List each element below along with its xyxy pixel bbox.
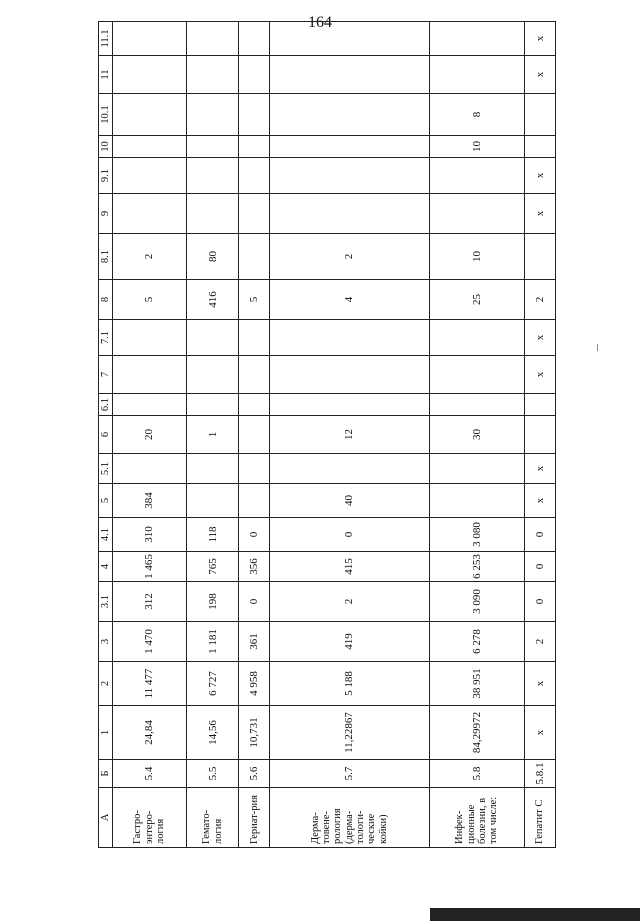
table-cell: 11 477: [113, 662, 187, 706]
column-header: 5: [99, 484, 113, 518]
table-cell: [525, 94, 556, 136]
table-cell: 5: [239, 280, 270, 320]
table-cell: [429, 320, 524, 356]
table-cell: 4: [270, 280, 430, 320]
table-cell: 2: [270, 234, 430, 280]
table-row: [270, 22, 430, 848]
table-cell: [239, 320, 270, 356]
rotated-table-area: [98, 29, 556, 848]
table-cell: [239, 194, 270, 234]
scan-edge-mark: [430, 908, 640, 921]
table-cell: 384: [113, 484, 187, 518]
table-cell: [186, 394, 238, 416]
table-cell: [239, 356, 270, 394]
table-cell: [270, 136, 430, 158]
table-cell: [525, 234, 556, 280]
table-cell: 0: [525, 582, 556, 622]
table-cell: 5.8: [429, 760, 524, 788]
table-cell: [186, 484, 238, 518]
table-cell: 1 465: [113, 552, 187, 582]
table-cell: 416: [186, 280, 238, 320]
column-header: Б: [99, 760, 113, 788]
column-header: 10: [99, 136, 113, 158]
column-header: 7.1: [99, 320, 113, 356]
column-header: 10.1: [99, 94, 113, 136]
table-cell: 5: [113, 280, 187, 320]
table-cell: [239, 454, 270, 484]
table-cell: 1 181: [186, 622, 238, 662]
column-header: 2: [99, 662, 113, 706]
table-cell: 0: [239, 518, 270, 552]
table-cell: 5.4: [113, 760, 187, 788]
column-header: 6: [99, 416, 113, 454]
table-cell: x: [525, 484, 556, 518]
table-cell: [239, 94, 270, 136]
table-cell: 0: [239, 582, 270, 622]
table-cell: 2: [525, 622, 556, 662]
table-cell: [113, 56, 187, 94]
table-cell: [270, 394, 430, 416]
table-cell: 20: [113, 416, 187, 454]
table-cell: [270, 356, 430, 394]
table-cell: 2: [270, 582, 430, 622]
column-header: A: [99, 788, 113, 848]
row-label: Гастро-энтеро-логия: [113, 788, 187, 848]
table-cell: 84,29972: [429, 706, 524, 760]
table-cell: 3 080: [429, 518, 524, 552]
table-cell: 3 090: [429, 582, 524, 622]
column-header: 8.1: [99, 234, 113, 280]
table-cell: 11,22867: [270, 706, 430, 760]
table-cell: 0: [525, 552, 556, 582]
table-cell: [113, 454, 187, 484]
column-header: 6.1: [99, 394, 113, 416]
page-number: 164: [308, 14, 332, 31]
table-cell: [239, 394, 270, 416]
table-cell: 765: [186, 552, 238, 582]
table-cell: 415: [270, 552, 430, 582]
table-cell: [270, 158, 430, 194]
table-cell: [113, 22, 187, 56]
table-cell: [525, 394, 556, 416]
table-cell: [429, 484, 524, 518]
table-cell: x: [525, 356, 556, 394]
table-cell: 0: [270, 518, 430, 552]
table-cell: [270, 56, 430, 94]
table-cell: 310: [113, 518, 187, 552]
table-row: [113, 22, 187, 848]
table-cell: [113, 394, 187, 416]
table-cell: 5.7: [270, 760, 430, 788]
column-header: 3.1: [99, 582, 113, 622]
row-label: Дерма-товене-рология (дерма-тологи-ческие койки): [270, 788, 430, 848]
table-cell: [113, 158, 187, 194]
row-label: Инфек-ционные болезни, в том числе:: [429, 788, 524, 848]
row-label: Гепатит С: [525, 788, 556, 848]
table-cell: 361: [239, 622, 270, 662]
table-cell: 14,56: [186, 706, 238, 760]
table-cell: [186, 56, 238, 94]
table-cell: [239, 136, 270, 158]
table-cell: 30: [429, 416, 524, 454]
table-cell: 2: [113, 234, 187, 280]
table-cell: 312: [113, 582, 187, 622]
table-cell: x: [525, 662, 556, 706]
table-cell: [525, 416, 556, 454]
column-header: 11.1: [99, 22, 113, 56]
table-cell: 5.6: [239, 760, 270, 788]
table-cell: [239, 158, 270, 194]
table-cell: 12: [270, 416, 430, 454]
table-cell: [270, 454, 430, 484]
table-cell: [113, 320, 187, 356]
table-cell: [113, 194, 187, 234]
table-cell: [113, 94, 187, 136]
table-cell: 6 727: [186, 662, 238, 706]
column-header: 5.1: [99, 454, 113, 484]
table-cell: x: [525, 706, 556, 760]
table-cell: x: [525, 22, 556, 56]
table-cell: [186, 158, 238, 194]
table-cell: 24,84: [113, 706, 187, 760]
table-cell: [186, 454, 238, 484]
table-cell: x: [525, 194, 556, 234]
table-cell: [239, 56, 270, 94]
table-cell: [239, 234, 270, 280]
table-cell: [270, 22, 430, 56]
table-cell: 118: [186, 518, 238, 552]
column-header: 3: [99, 622, 113, 662]
table-cell: [186, 94, 238, 136]
table-cell: 5.8.1: [525, 760, 556, 788]
table-cell: [186, 320, 238, 356]
table-cell: 6 278: [429, 622, 524, 662]
table-cell: [270, 320, 430, 356]
table-cell: [270, 194, 430, 234]
data-table: [98, 21, 556, 848]
column-header: 11: [99, 56, 113, 94]
table-cell: 0: [525, 518, 556, 552]
table-cell: 1: [186, 416, 238, 454]
table-cell: [429, 356, 524, 394]
column-header: 4.1: [99, 518, 113, 552]
column-header: 9: [99, 194, 113, 234]
table-cell: 25: [429, 280, 524, 320]
table-row: [186, 22, 238, 848]
column-header: 1: [99, 706, 113, 760]
column-header: 4: [99, 552, 113, 582]
table-cell: 5 188: [270, 662, 430, 706]
table-cell: [113, 136, 187, 158]
table-cell: 1 470: [113, 622, 187, 662]
table-cell: 6 253: [429, 552, 524, 582]
table-cell: [429, 454, 524, 484]
table-cell: [525, 136, 556, 158]
column-header: 9.1: [99, 158, 113, 194]
table-cell: [239, 22, 270, 56]
table-cell: x: [525, 454, 556, 484]
table-cell: x: [525, 158, 556, 194]
column-header: 8: [99, 280, 113, 320]
table-cell: 198: [186, 582, 238, 622]
table-cell: 80: [186, 234, 238, 280]
table-cell: [429, 194, 524, 234]
table-cell: [186, 22, 238, 56]
table-cell: [270, 94, 430, 136]
table-cell: [239, 484, 270, 518]
table-row: [429, 22, 524, 848]
table-cell: 356: [239, 552, 270, 582]
table-cell: 4 958: [239, 662, 270, 706]
table-cell: 38 951: [429, 662, 524, 706]
table-cell: [186, 356, 238, 394]
column-header: 7: [99, 356, 113, 394]
table-cell: x: [525, 56, 556, 94]
table-row: [525, 22, 556, 848]
table-cell: 8: [429, 94, 524, 136]
table-cell: [429, 394, 524, 416]
table-cell: 419: [270, 622, 430, 662]
table-cell: x: [525, 320, 556, 356]
table-cell: 10,731: [239, 706, 270, 760]
table-cell: [429, 56, 524, 94]
row-label: Гемато-логия: [186, 788, 238, 848]
table-cell: [186, 136, 238, 158]
table-cell: [239, 416, 270, 454]
table-cell: [186, 194, 238, 234]
header-row: [99, 22, 113, 848]
scan-artifact: [597, 344, 598, 351]
table-cell: [429, 22, 524, 56]
table-cell: 10: [429, 234, 524, 280]
table-cell: [429, 158, 524, 194]
row-label: Гериат-рия: [239, 788, 270, 848]
table-cell: 5.5: [186, 760, 238, 788]
table-row: [239, 22, 270, 848]
table-cell: 2: [525, 280, 556, 320]
table-cell: 40: [270, 484, 430, 518]
table-cell: [113, 356, 187, 394]
table-cell: 10: [429, 136, 524, 158]
